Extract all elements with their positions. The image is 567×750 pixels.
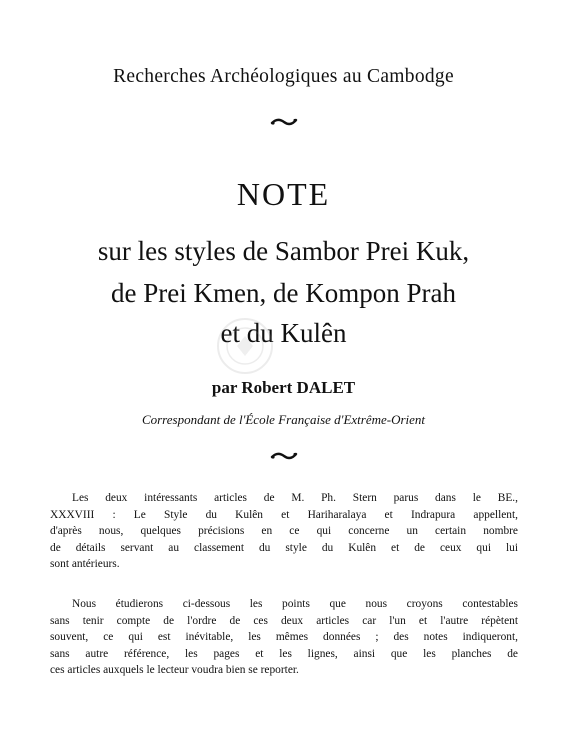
paragraph-1 — [50, 490, 518, 573]
watermark-seal-icon — [215, 316, 275, 376]
series-title: Recherches Archéologiques au Cambodge — [113, 66, 454, 87]
subtitle-line-1: sur les styles de Sambor Prei Kuk, — [97, 236, 470, 266]
document-title: NOTE — [236, 176, 331, 212]
paragraph-line: XXXVIII : Le Style du Kulên et Hariharalaya et Indrapura appellent, — [50, 508, 518, 521]
paragraph-line: sans autre référence, les pages et les lignes, ainsi que les planches de — [50, 647, 518, 660]
paragraph-line: de détails servant au classement du style du Kulên et de ceux qui lui — [50, 541, 518, 554]
paragraph-line: d'après nous, quelques précisions en ce qui concerne un certain nombre — [50, 525, 518, 538]
author-affiliation: Correspondant de l'École Française d'Extrême-Orient — [141, 412, 426, 427]
ornament-icon — [270, 117, 298, 127]
ornament-divider-top — [0, 112, 567, 131]
paragraph-line: souvent, ce qui est inévitable, les mêmes données ; des notes indiqueront, — [50, 631, 518, 644]
paragraph-line: sans tenir compte de l'ordre de ces deux articles car l'un et l'autre répètent — [50, 614, 518, 627]
ornament-icon — [270, 451, 298, 461]
paragraph-2 — [50, 596, 518, 679]
paragraph-line: ces articles auxquels le lecteur voudra bien se reporter. — [50, 664, 299, 677]
paragraph-line: Les deux intéressants articles de M. Ph. Stern parus dans le BE., — [72, 492, 518, 504]
author-line: par Robert DALET — [211, 378, 356, 397]
ornament-divider-bottom — [0, 446, 567, 465]
subtitle-line-3: et du Kulên — [220, 318, 347, 348]
subtitle-line-2: de Prei Kmen, de Kompon Prah — [111, 278, 456, 308]
paragraph-line: sont antérieurs. — [50, 558, 120, 571]
paragraph-line: Nous étudierons ci-dessous les points que nous croyons contestables — [72, 598, 518, 610]
